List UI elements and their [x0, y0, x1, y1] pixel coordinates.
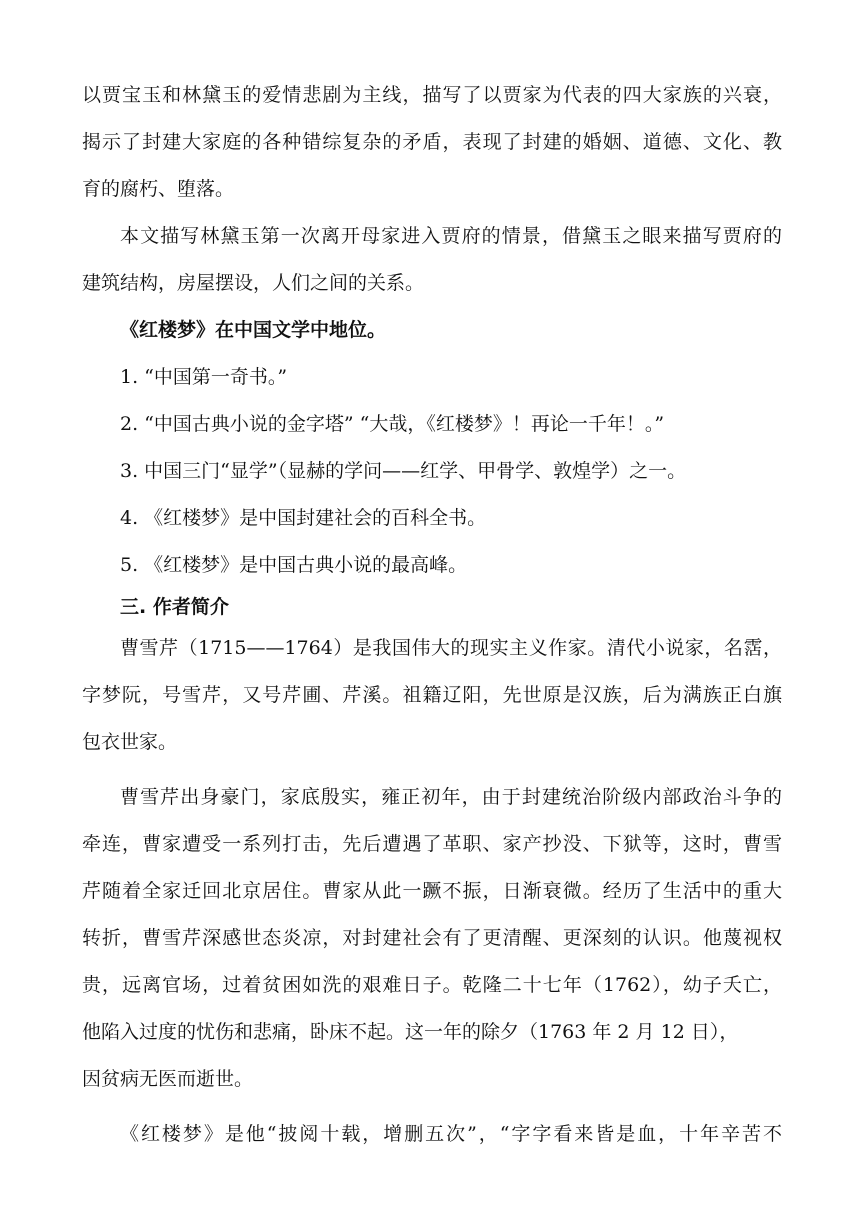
text-line: 牵连，曹家遭受一系列打击，先后遭遇了革职、家产抄没、下狱等，这时，曹雪	[82, 833, 782, 855]
text-line: 贵，远离官场，过着贫困如洗的艰难日子。乾隆二十七年（1762），幼子夭亡，	[82, 974, 782, 996]
status-heading: 《红楼梦》在中国文学中地位。	[120, 319, 387, 341]
text-line: 揭示了封建大家庭的各种错综复杂的矛盾，表现了封建的婚姻、道德、文化、教	[82, 131, 782, 153]
paragraph-author-intro	[82, 625, 782, 766]
paragraph-novel-creation	[82, 1111, 782, 1158]
section-heading-author: 三. 作者简介	[120, 596, 229, 618]
text-line: 芹随着全家迁回北京居住。曹家从此一蹶不振，日渐衰微。经历了生活中的重大	[82, 880, 782, 902]
paragraph-plot-summary	[82, 72, 782, 213]
list-item: 1. “中国第一奇书。”	[120, 366, 288, 388]
text-line: 建筑结构，房屋摆设，人们之间的关系。	[82, 272, 425, 294]
text-line: 转折，曹雪芹深感世态炎凉，对封建社会有了更清醒、更深刻的认识。他蔑视权	[82, 927, 782, 949]
paragraph-gap	[82, 1103, 782, 1111]
document-page	[82, 72, 782, 1158]
text-line: 曹雪芹出身豪门，家底殷实，雍正初年，由于封建统治阶级内部政治斗争的	[120, 786, 782, 808]
list-item: 4. 《红楼梦》是中国封建社会的百科全书。	[120, 507, 487, 529]
text-line: 字梦阮，号雪芹，又号芹圃、芹溪。祖籍辽阳，先世原是汉族，后为满族正白旗	[82, 684, 782, 706]
status-list	[82, 354, 782, 589]
text-line: 因贫病无医而逝世。	[82, 1068, 254, 1090]
text-line: 他陷入过度的忧伤和悲痛，卧床不起。这一年的除夕（1763 年 2 月 12 日），	[82, 1021, 739, 1043]
text-line: 以贾宝玉和林黛玉的爱情悲剧为主线，描写了以贾家为代表的四大家族的兴衰，	[82, 84, 782, 106]
text-line: 育的腐朽、堕落。	[82, 178, 235, 200]
paragraph-gap	[82, 766, 782, 774]
text-line: 包衣世家。	[82, 731, 178, 753]
paragraph-author-life	[82, 774, 782, 1103]
text-line: 《红楼梦》是他“披阅十载，增删五次”，“字字看来皆是血，十年辛苦不	[120, 1123, 782, 1145]
list-item: 3. 中国三门“显学”（显赫的学问——红学、甲骨学、敦煌学）之一。	[120, 460, 687, 482]
list-item: 2. “中国古典小说的金字塔” “大哉，《红楼梦》！再论一千年！。”	[120, 413, 665, 435]
text-line: 曹雪芹（1715——1764）是我国伟大的现实主义作家。清代小说家，名霑，	[120, 637, 782, 659]
paragraph-text-description	[82, 213, 782, 307]
list-item: 5. 《红楼梦》是中国古典小说的最高峰。	[120, 554, 468, 576]
text-line: 本文描写林黛玉第一次离开母家进入贾府的情景，借黛玉之眼来描写贾府的	[120, 225, 782, 247]
